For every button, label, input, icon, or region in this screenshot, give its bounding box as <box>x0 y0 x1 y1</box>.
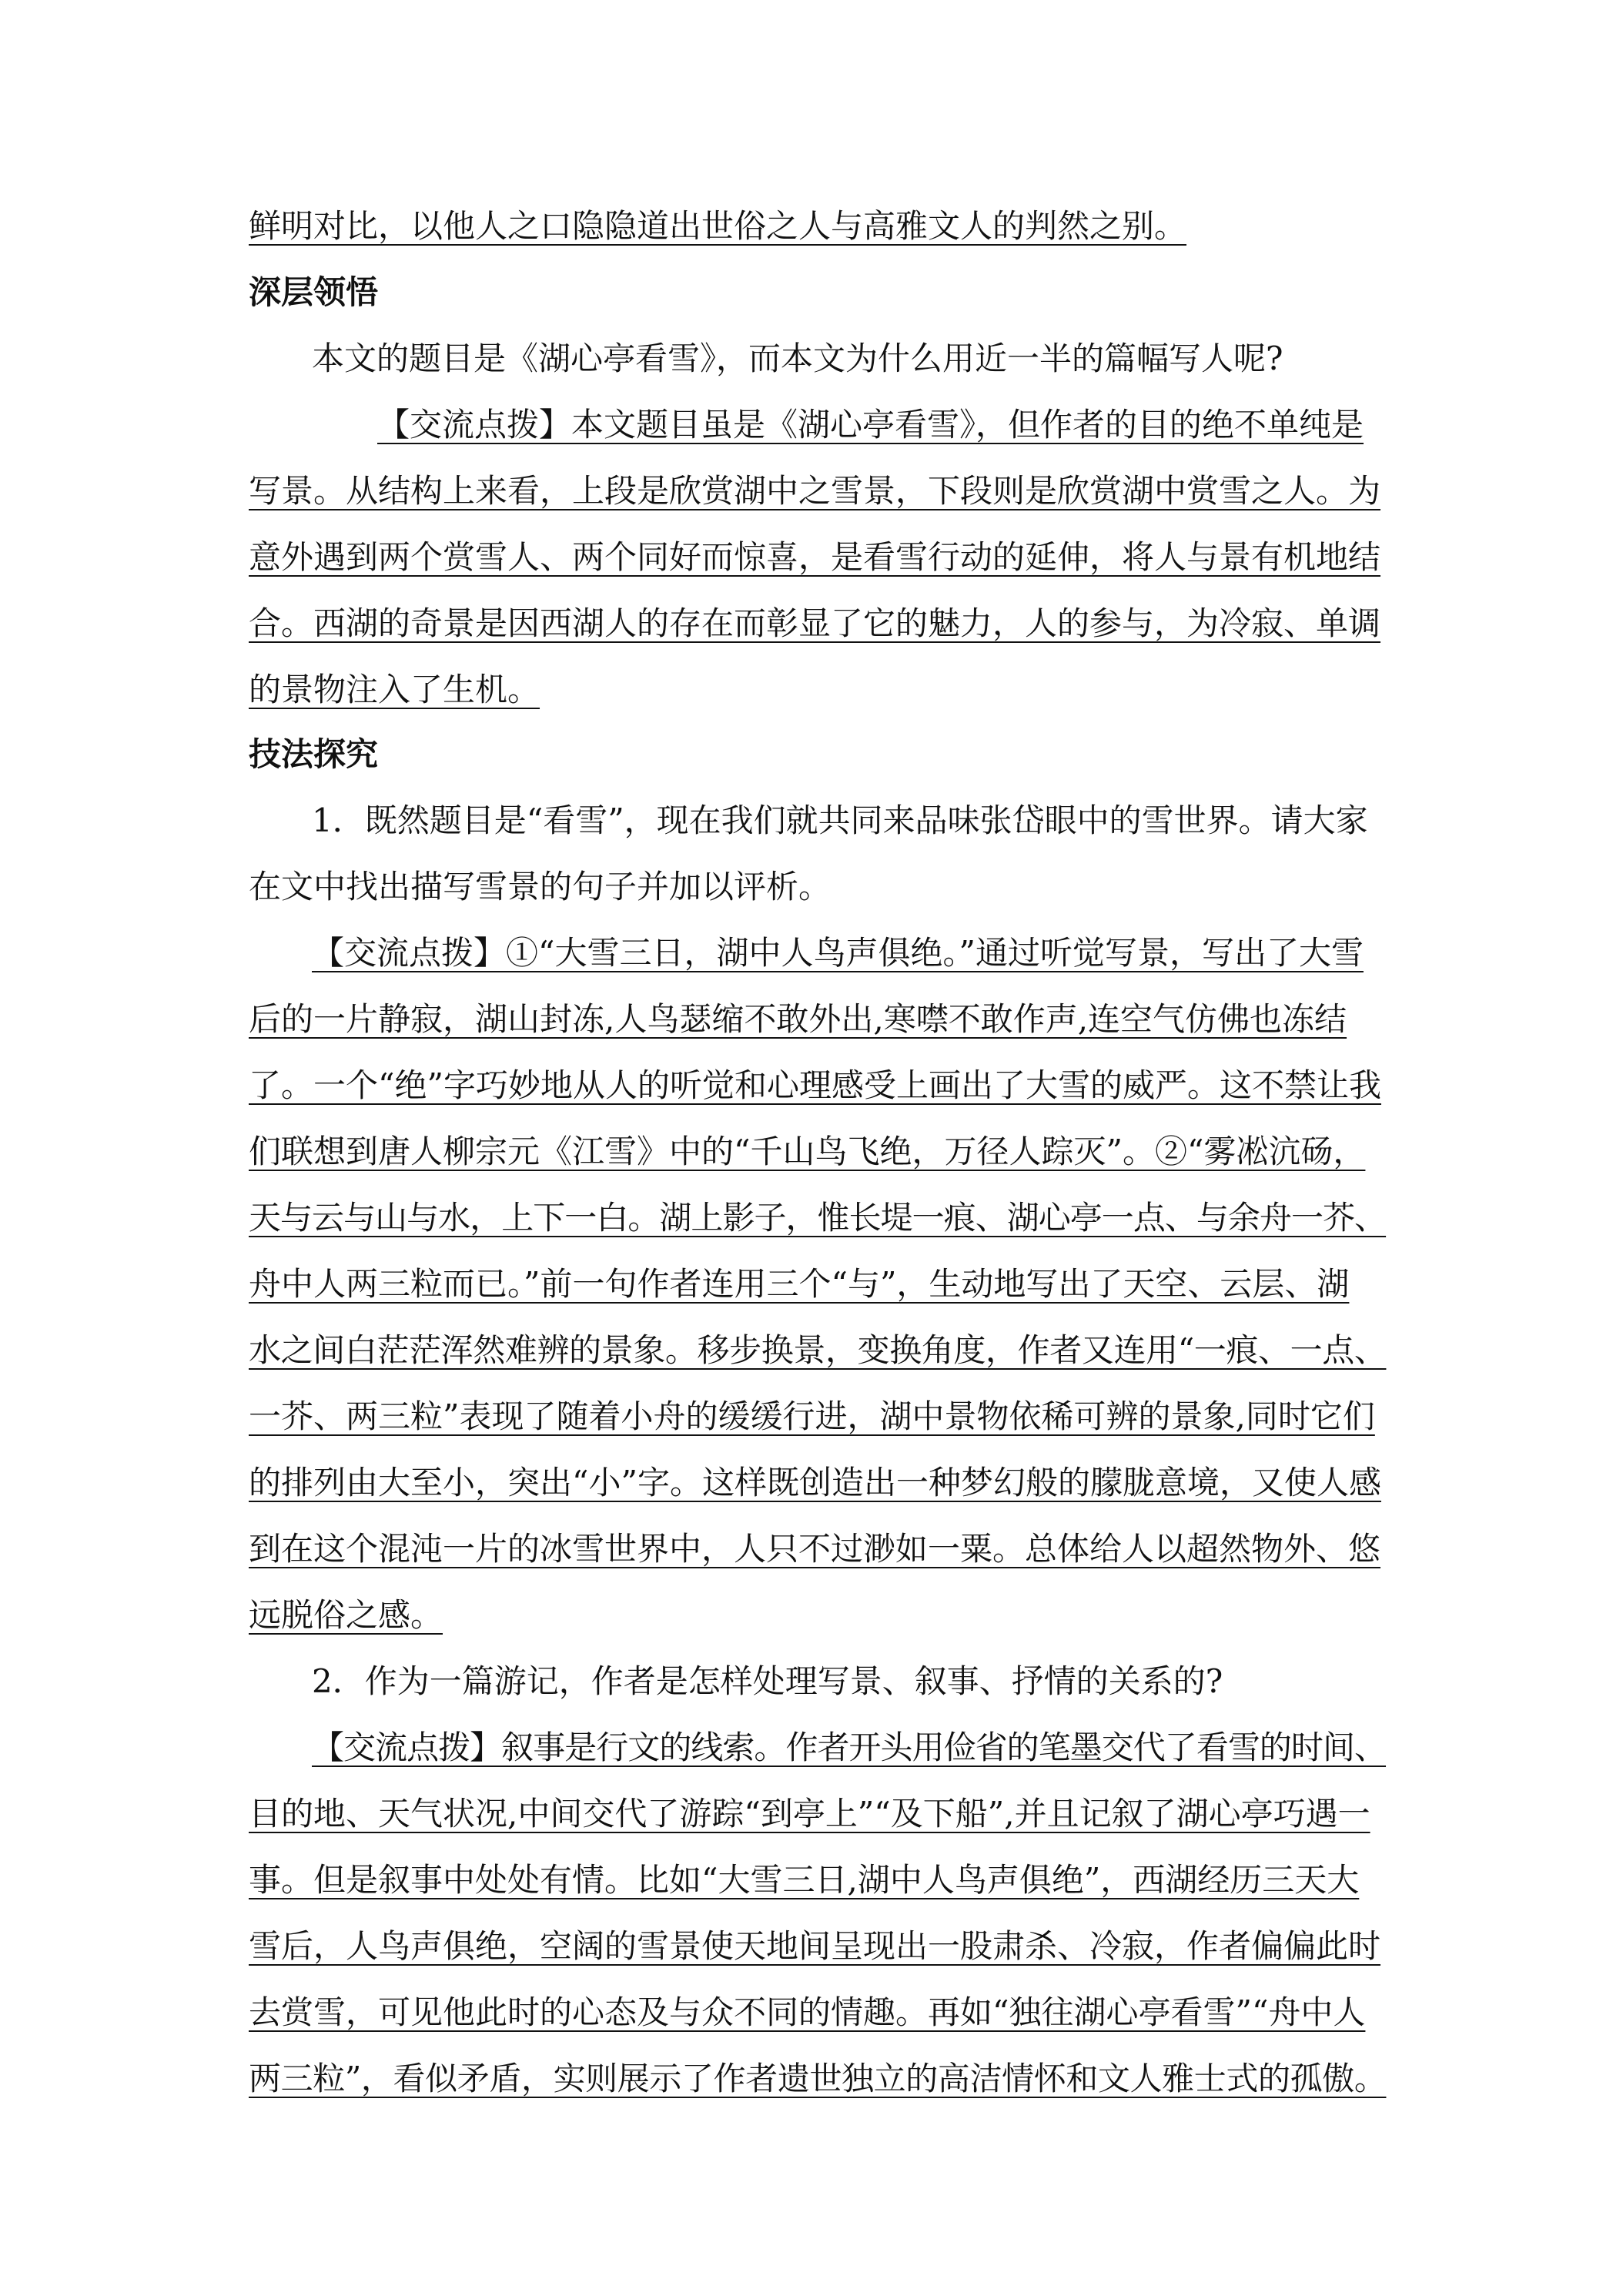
section-heading: 深层领悟 <box>249 273 379 311</box>
answer-line: 一芥、两三粒”表现了随着小舟的缓缓行进，湖中景物依稀可辨的景象,同时它们 <box>249 1397 1375 1435</box>
answer-line: 舟中人两三粒而已。”前一句作者连用三个“与”，生动地写出了天空、云层、湖 <box>249 1265 1350 1303</box>
answer-line: 【交流点拨】本文题目虽是《湖心亭看雪》，但作者的目的绝不单纯是 <box>377 406 1364 443</box>
answer-line: 了。一个“绝”字巧妙地从人的听觉和心理感受上画出了大雪的威严。这不禁让我 <box>249 1066 1381 1104</box>
answer-line: 【交流点拨】①“大雪三日，湖中人鸟声俱绝。”通过听觉写景，写出了大雪 <box>312 934 1364 972</box>
answer-line: 【交流点拨】叙事是行文的线索。作者开头用俭省的笔墨交代了看雪的时间、 <box>312 1729 1387 1766</box>
question-line: 在文中找出描写雪景的句子并加以评析。 <box>249 868 832 905</box>
answer-line: 两三粒”，看似矛盾，实则展示了作者遗世独立的高洁情怀和文人雅士式的孤傲。 <box>249 2060 1387 2097</box>
question-line: 2．作为一篇游记，作者是怎样处理写景、叙事、抒情的关系的? <box>312 1662 1223 1700</box>
question-line: 本文的题目是《湖心亭看雪》，而本文为什么用近一半的篇幅写人呢? <box>312 340 1283 377</box>
answer-line: 写景。从结构上来看，上段是欣赏湖中之雪景，下段则是欣赏湖中赏雪之人。为 <box>249 472 1381 510</box>
answer-line: 们联想到唐人柳宗元《江雪》中的“千山鸟飞绝，万径人踪灭”。②“雾凇沆砀， <box>249 1133 1366 1170</box>
answer-line: 雪后，人鸟声俱绝，空阔的雪景使天地间呈现出一股肃杀、冷寂，作者偏偏此时 <box>249 1927 1381 1965</box>
section-heading: 技法探究 <box>249 735 379 773</box>
answer-line: 天与云与山与水，上下一白。湖上影子，惟长堤一痕、湖心亭一点、与余舟一芥、 <box>249 1199 1387 1237</box>
answer-line: 目的地、天气状况,中间交代了游踪“到亭上”“及下船”,并且记叙了湖心亭巧遇一 <box>249 1795 1370 1832</box>
answer-line: 到在这个混沌一片的冰雪世界中，人只不过渺如一粟。总体给人以超然物外、悠 <box>249 1530 1381 1568</box>
answer-line: 意外遇到两个赏雪人、两个同好而惊喜，是看雪行动的延伸，将人与景有机地结 <box>249 538 1381 576</box>
answer-line: 的景物注入了生机。 <box>249 671 540 708</box>
answer-line: 后的一片静寂，湖山封冻,人鸟瑟缩不敢外出,寒噤不敢作声,连空气仿佛也冻结 <box>249 1000 1347 1038</box>
answer-line: 合。西湖的奇景是因西湖人的存在而彰显了它的魅力，人的参与，为冷寂、单调 <box>249 604 1381 642</box>
question-line: 1．既然题目是“看雪”，现在我们就共同来品味张岱眼中的雪世界。请大家 <box>312 802 1368 839</box>
answer-line: 远脱俗之感。 <box>249 1596 443 1634</box>
answer-line: 水之间白茫茫浑然难辨的景象。移步换景，变换角度，作者又连用“一痕、一点、 <box>249 1331 1387 1369</box>
answer-line: 事。但是叙事中处处有情。比如“大雪三日,湖中人鸟声俱绝”，西湖经历三天大 <box>249 1861 1360 1899</box>
answer-line: 去赏雪，可见他此时的心态及与众不同的情趣。再如“独往湖心亭看雪”“舟中人 <box>249 1993 1366 2031</box>
answer-line: 的排列由大至小，突出“小”字。这样既创造出一种梦幻般的朦胧意境，又使人感 <box>249 1464 1381 1501</box>
paragraph-line: 鲜明对比，以他人之口隐隐道出世俗之人与高雅文人的判然之别。 <box>249 207 1187 245</box>
